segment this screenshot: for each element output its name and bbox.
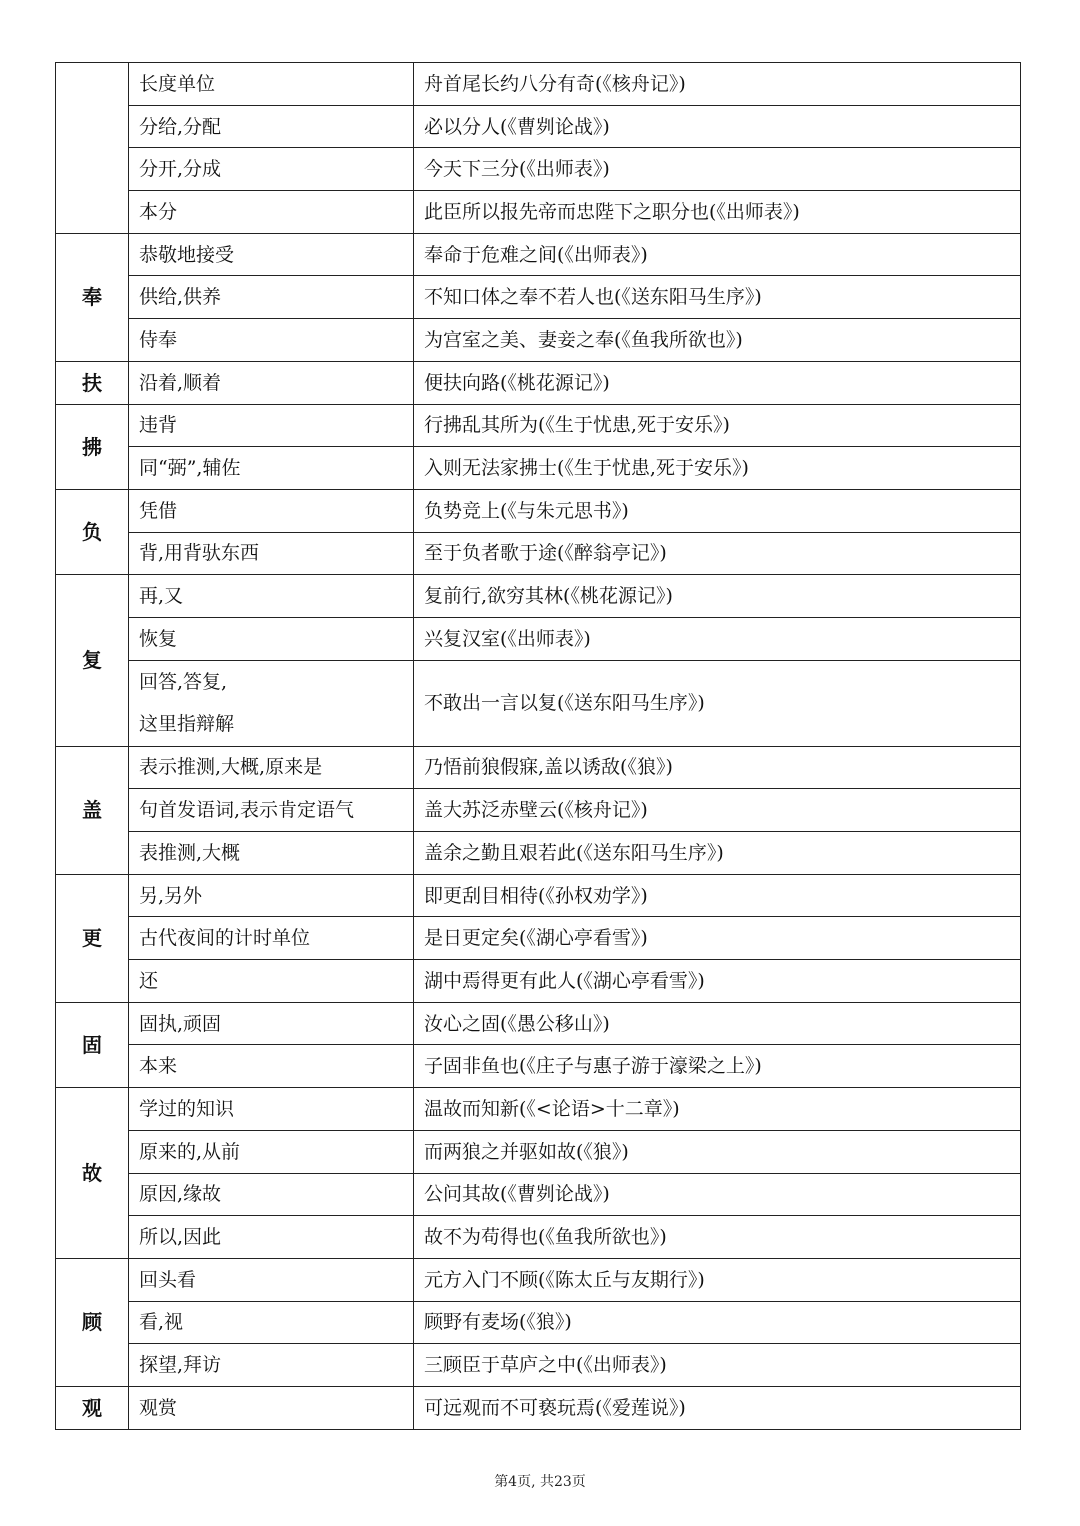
headword-cell: 扶: [56, 361, 129, 404]
example-cell: 便扶向路(《桃花源记》): [414, 361, 1021, 404]
meaning-cell: 表推测,大概: [129, 832, 414, 875]
example-cell: 必以分人(《曹刿论战》): [414, 105, 1021, 148]
meaning-cell: 句首发语词,表示肯定语气: [129, 789, 414, 832]
headword-cell: 复: [56, 575, 129, 746]
meaning-cell: 恢复: [129, 617, 414, 660]
example-cell: 兴复汉室(《出师表》): [414, 617, 1021, 660]
example-cell: 此臣所以报先帝而忠陛下之职分也(《出师表》): [414, 191, 1021, 234]
table-row: [56, 917, 1021, 960]
table-row: [56, 789, 1021, 832]
table-row: [56, 1258, 1021, 1301]
meaning-cell: 分开,分成: [129, 148, 414, 191]
table-row: [56, 1088, 1021, 1131]
table-row: [56, 319, 1021, 362]
example-cell: 负势竞上(《与朱元思书》): [414, 489, 1021, 532]
table-row: [56, 1344, 1021, 1387]
table-row: [56, 1002, 1021, 1045]
vocabulary-table: [55, 62, 1021, 1430]
meaning-cell: 长度单位: [129, 63, 414, 106]
table-row: [56, 1301, 1021, 1344]
headword-cell: 观: [56, 1386, 129, 1429]
example-cell: 元方入门不顾(《陈太丘与友期行》): [414, 1258, 1021, 1301]
meaning-cell: 侍奉: [129, 319, 414, 362]
table-row: [56, 1045, 1021, 1088]
example-cell: 奉命于危难之间(《出师表》): [414, 233, 1021, 276]
example-cell: 子固非鱼也(《庄子与惠子游于濠梁之上》): [414, 1045, 1021, 1088]
table-row: [56, 746, 1021, 789]
meaning-cell: 古代夜间的计时单位: [129, 917, 414, 960]
headword-cell: 顾: [56, 1258, 129, 1386]
table-row: [56, 660, 1021, 746]
meaning-cell: 学过的知识: [129, 1088, 414, 1131]
table-row: [56, 1173, 1021, 1216]
example-cell: 即更刮目相待(《孙权劝学》): [414, 874, 1021, 917]
example-cell: 盖余之勤且艰若此(《送东阳马生序》): [414, 832, 1021, 875]
table-row: [56, 63, 1021, 106]
example-cell: 行拂乱其所为(《生于忧患,死于安乐》): [414, 404, 1021, 447]
meaning-cell: 原因,缘故: [129, 1173, 414, 1216]
example-cell: 是日更定矣(《湖心亭看雪》): [414, 917, 1021, 960]
meaning-cell: 同“弼”,辅佐: [129, 447, 414, 490]
meaning-cell: 沿着,顺着: [129, 361, 414, 404]
example-cell: 温故而知新(《<论语>十二章》): [414, 1088, 1021, 1131]
table-row: [56, 1386, 1021, 1429]
meaning-cell: 固执,顽固: [129, 1002, 414, 1045]
table-row: [56, 960, 1021, 1003]
headword-cell: [56, 63, 129, 234]
headword-cell: 故: [56, 1088, 129, 1259]
meaning-cell: 原来的,从前: [129, 1130, 414, 1173]
table-row: [56, 532, 1021, 575]
meaning-cell: 所以,因此: [129, 1216, 414, 1259]
example-cell: 可远观而不可亵玩焉(《爱莲说》): [414, 1386, 1021, 1429]
meaning-cell: 本分: [129, 191, 414, 234]
example-cell: 故不为苟得也(《鱼我所欲也》): [414, 1216, 1021, 1259]
example-cell: 汝心之固(《愚公移山》): [414, 1002, 1021, 1045]
meaning-cell: 违背: [129, 404, 414, 447]
example-cell: 乃悟前狼假寐,盖以诱敌(《狼》): [414, 746, 1021, 789]
example-cell: 入则无法家拂士(《生于忧患,死于安乐》): [414, 447, 1021, 490]
meaning-cell: 另,另外: [129, 874, 414, 917]
meaning-cell: 回头看: [129, 1258, 414, 1301]
example-cell: 复前行,欲穷其林(《桃花源记》): [414, 575, 1021, 618]
example-cell: 今天下三分(《出师表》): [414, 148, 1021, 191]
headword-cell: 奉: [56, 233, 129, 361]
meaning-cell: 表示推测,大概,原来是: [129, 746, 414, 789]
table-row: [56, 1130, 1021, 1173]
headword-cell: 负: [56, 489, 129, 574]
table-row: [56, 832, 1021, 875]
meaning-cell: 再,又: [129, 575, 414, 618]
example-cell: 至于负者歌于途(《醉翁亭记》): [414, 532, 1021, 575]
meaning-line: 回答,答复,: [139, 671, 228, 694]
meaning-cell: 探望,拜访: [129, 1344, 414, 1387]
headword-cell: 更: [56, 874, 129, 1002]
table-row: [56, 233, 1021, 276]
meaning-cell: 看,视: [129, 1301, 414, 1344]
headword-cell: 盖: [56, 746, 129, 874]
table-row: [56, 404, 1021, 447]
page-footer: 第4页, 共23页: [494, 1474, 586, 1490]
table-row: [56, 276, 1021, 319]
headword-cell: 固: [56, 1002, 129, 1087]
example-cell: 为宫室之美、妻妾之奉(《鱼我所欲也》): [414, 319, 1021, 362]
table-row: [56, 148, 1021, 191]
table-row: [56, 447, 1021, 490]
meaning-cell: 恭敬地接受: [129, 233, 414, 276]
table-row: [56, 1216, 1021, 1259]
table-row: [56, 617, 1021, 660]
example-cell: 三顾臣于草庐之中(《出师表》): [414, 1344, 1021, 1387]
meaning-cell: 还: [129, 960, 414, 1003]
meaning-cell: 背,用背驮东西: [129, 532, 414, 575]
meaning-cell: [129, 660, 414, 746]
example-cell: 不知口体之奉不若人也(《送东阳马生序》): [414, 276, 1021, 319]
meaning-cell: 凭借: [129, 489, 414, 532]
example-cell: 顾野有麦场(《狼》): [414, 1301, 1021, 1344]
table-row: [56, 489, 1021, 532]
table-row: [56, 361, 1021, 404]
table-row: [56, 191, 1021, 234]
vocabulary-table-body: [56, 63, 1021, 1430]
table-row: [56, 105, 1021, 148]
meaning-cell: 观赏: [129, 1386, 414, 1429]
example-cell: 盖大苏泛赤壁云(《核舟记》): [414, 789, 1021, 832]
meaning-line: 这里指辩解: [139, 713, 235, 736]
table-row: [56, 575, 1021, 618]
meaning-cell: 本来: [129, 1045, 414, 1088]
headword-cell: 拂: [56, 404, 129, 489]
example-cell: 公问其故(《曹刿论战》): [414, 1173, 1021, 1216]
meaning-cell: 分给,分配: [129, 105, 414, 148]
table-row: [56, 874, 1021, 917]
example-cell: 舟首尾长约八分有奇(《核舟记》): [414, 63, 1021, 106]
example-cell: 而两狼之并驱如故(《狼》): [414, 1130, 1021, 1173]
meaning-cell: 供给,供养: [129, 276, 414, 319]
example-cell: 湖中焉得更有此人(《湖心亭看雪》): [414, 960, 1021, 1003]
example-cell: 不敢出一言以复(《送东阳马生序》): [414, 660, 1021, 746]
